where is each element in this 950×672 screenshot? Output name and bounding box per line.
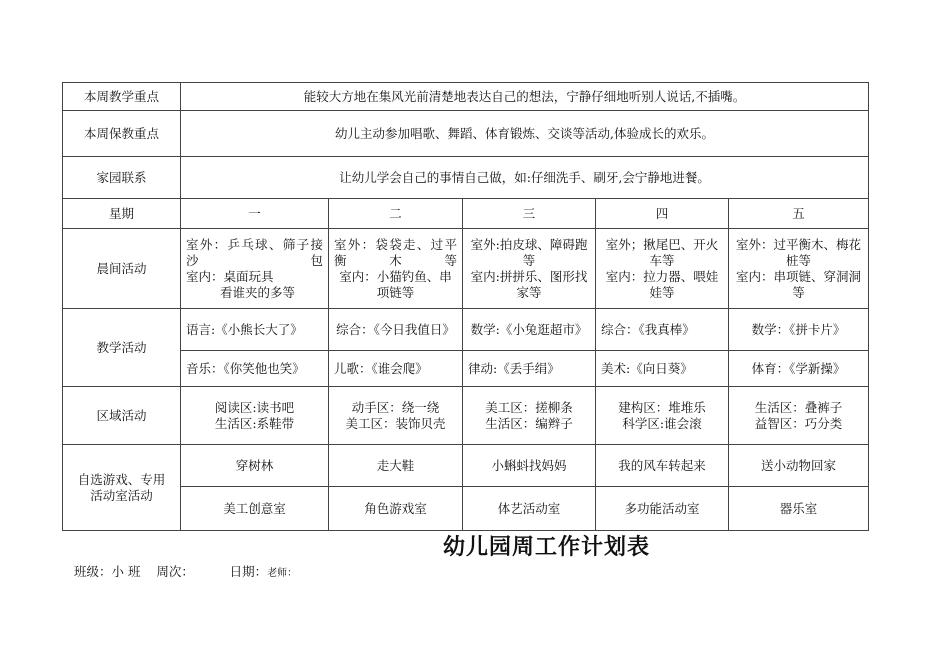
- morning-day-5: [729, 229, 869, 309]
- games-row-1: [63, 445, 869, 487]
- games-r2-day-4: 多功能活动室: [596, 487, 729, 531]
- morning-day-1: [181, 229, 329, 309]
- teaching-focus-text: 能较大方地在集风光前清楚地表达自己的想法，宁静仔细地听别人说话,不插嘴。: [181, 83, 869, 111]
- teaching-focus-row: [63, 83, 869, 111]
- morning-day-2-outdoor: 室外：袋袋走、过平衡木等: [334, 236, 457, 268]
- teaching-r1-day-4: 综合：《我真棒》: [596, 309, 729, 351]
- area-day-1-line-1: 阅读区:读书吧: [214, 399, 295, 415]
- games-r1-day-4: 我的风车转起来: [596, 445, 729, 487]
- footer-info: [74, 562, 297, 580]
- teaching-activity-row-2: [63, 351, 869, 387]
- area-day-5: [729, 387, 869, 445]
- area-day-5-line-1: 生活区：叠裤子: [754, 399, 843, 415]
- area-day-2: [329, 387, 463, 445]
- page-title: 幼儿园周工作计划表: [443, 535, 651, 560]
- games-r2-day-5: 器乐室: [729, 487, 869, 531]
- morning-day-3-outdoor: 室外:拍皮球、障碍跑等: [470, 236, 588, 268]
- area-day-1: [181, 387, 329, 445]
- morning-day-1-outdoor: 室外：乒乓球、筛子接沙包: [186, 236, 323, 268]
- teaching-r2-day-5: 体育：《学新操》: [729, 351, 869, 387]
- games-row-2: [63, 487, 869, 531]
- games-r1-day-3: 小蝌蚪找妈妈: [463, 445, 596, 487]
- teaching-r2-day-3: 律动:《丢手绢》: [463, 351, 596, 387]
- area-day-3-line-2: 生活区：编辫子: [485, 415, 573, 431]
- area-day-4: [596, 387, 729, 445]
- games-r1-day-1: 穿树林: [181, 445, 329, 487]
- weekday-header-row: [63, 199, 869, 229]
- games-r1-day-2: 走大鞋: [329, 445, 463, 487]
- home-contact-text: 让幼儿学会自己的事情自己做，如:仔细洗手、刷牙,会宁静地进餐。: [181, 157, 869, 199]
- area-activity-label: 区域活动: [63, 387, 181, 445]
- care-focus-text: 幼儿主动参加唱歌、舞蹈、体育锻炼、交谈等活动,体验成长的欢乐。: [181, 111, 869, 157]
- morning-day-4-indoor: 室内：拉力器、喂娃娃等: [605, 268, 719, 300]
- morning-day-5-outdoor: 室外：过平衡木、梅花桩等: [736, 236, 862, 268]
- teaching-r1-day-5: 数学：《拼卡片》: [729, 309, 869, 351]
- games-r2-day-1: 美工创意室: [181, 487, 329, 531]
- teacher-label: 老师：: [267, 568, 298, 579]
- morning-day-4-outdoor: 室外；揪尾巴、开火车等: [605, 236, 719, 268]
- games-r1-day-5: 送小动物回家: [729, 445, 869, 487]
- area-day-3-line-1: 美工区：搓柳条: [485, 399, 573, 415]
- home-contact-row: [63, 157, 869, 199]
- weekday-2: 二: [329, 199, 463, 229]
- games-r2-day-2: 角色游戏室: [329, 487, 463, 531]
- area-day-3: [463, 387, 596, 445]
- weekday-5: 五: [729, 199, 869, 229]
- teaching-activity-row-1: [63, 309, 869, 351]
- teaching-focus-label: 本周教学重点: [63, 83, 181, 111]
- teaching-r2-day-4: 美术:《向日葵》: [596, 351, 729, 387]
- weekday-3: 三: [463, 199, 596, 229]
- teaching-r1-day-2: 综合：《今日我值日》: [329, 309, 463, 351]
- teaching-r2-day-2: 儿歌：《谁会爬》: [329, 351, 463, 387]
- morning-day-3: [463, 229, 596, 309]
- teaching-activity-label: 教学活动: [63, 309, 181, 387]
- teaching-r2-day-1: 音乐：《你笑他也笑》: [181, 351, 329, 387]
- games-label: [63, 445, 181, 531]
- care-focus-label: 本周保教重点: [63, 111, 181, 157]
- weekday-4: 四: [596, 199, 729, 229]
- morning-day-5-indoor: 室内：串项链、穿洞洞等: [736, 268, 862, 300]
- morning-day-1-indoor-extra: 看谁夹的多等: [220, 284, 296, 300]
- weekday-label: 星期: [63, 199, 181, 229]
- teaching-r1-day-3: 数学:《小兔逛超市》: [463, 309, 596, 351]
- weekly-plan-table: [62, 82, 869, 531]
- morning-day-2-indoor: 室内：小猫钓鱼、串项链等: [339, 268, 452, 300]
- games-label-line-2: 活动室活动: [90, 487, 153, 503]
- area-day-2-line-1: 动手区：绕一绕: [351, 399, 440, 415]
- area-day-1-line-2: 生活区:系鞋带: [214, 415, 295, 431]
- morning-day-2: [329, 229, 463, 309]
- area-activity-row: [63, 387, 869, 445]
- morning-activity-row: [63, 229, 869, 309]
- class-week-date-info: 班级：小 班 周次： 日期：: [74, 564, 268, 579]
- games-r2-day-3: 体艺活动室: [463, 487, 596, 531]
- care-focus-row: [63, 111, 869, 157]
- games-label-line-1: 自选游戏、专用: [77, 471, 166, 487]
- area-day-4-line-2: 科学区:谁会滚: [622, 415, 702, 431]
- home-contact-label: 家园联系: [63, 157, 181, 199]
- morning-day-4: [596, 229, 729, 309]
- area-day-5-line-2: 益智区：巧分类: [754, 415, 843, 431]
- morning-activity-label: 晨间活动: [63, 229, 181, 309]
- weekday-1: 一: [181, 199, 329, 229]
- morning-day-1-indoor: 室内：桌面玩具: [186, 268, 274, 284]
- area-day-4-line-1: 建构区：堆堆乐: [618, 399, 706, 415]
- area-day-2-line-2: 美工区：装饰贝壳: [345, 415, 446, 431]
- teaching-r1-day-1: 语言:《小熊长大了》: [181, 309, 329, 351]
- morning-day-3-indoor: 室内:拼拼乐、图形找家等: [470, 268, 588, 300]
